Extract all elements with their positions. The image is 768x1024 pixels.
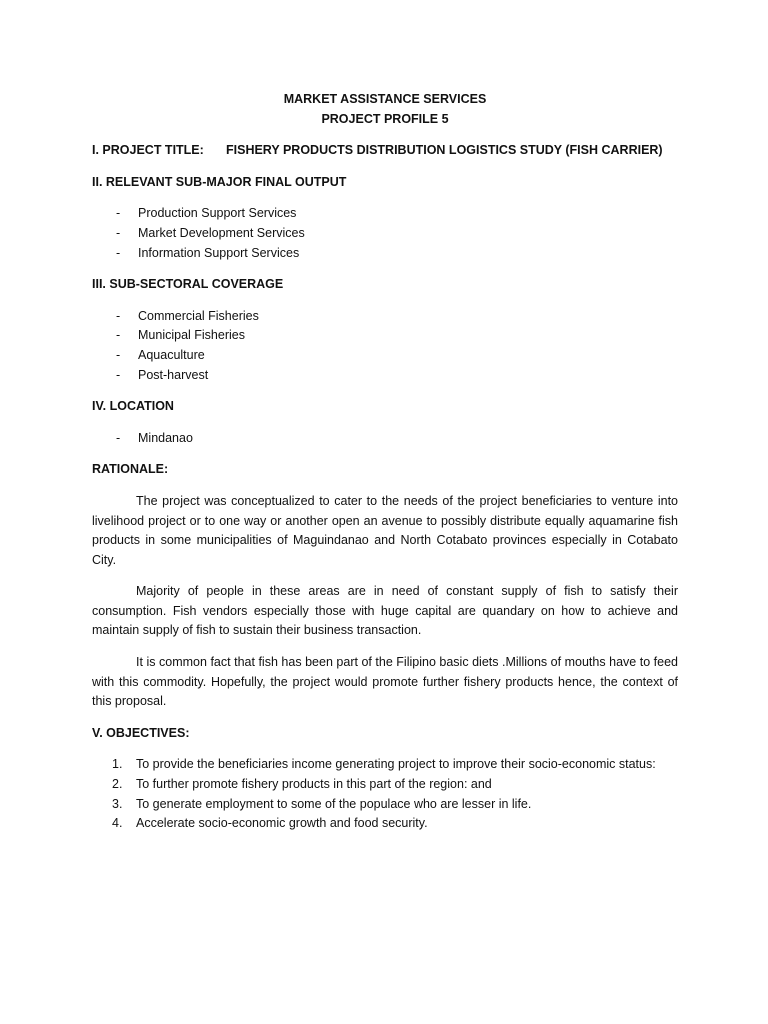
dash-bullet: - bbox=[116, 245, 121, 260]
section-2-heading: II. RELEVANT SUB-MAJOR FINAL OUTPUT bbox=[92, 174, 347, 189]
objectives-heading: V. OBJECTIVES: bbox=[92, 725, 190, 740]
list-item-text: Accelerate socio-economic growth and food security. bbox=[136, 816, 428, 831]
rationale-paragraph-1: The project was conceptualized to cater to the needs of the project beneficiaries to venture into livelihood project or to one way or another open an avenue to possibly distribute equally aquamarine fish products in some municipalities of Maguindanao and North Cotabato provinces especially in Cotabato City. bbox=[92, 493, 678, 567]
list-item-text: To further promote fishery products in this part of the region: and bbox=[136, 777, 492, 792]
list-item-text: To provide the beneficiaries income generating project to improve their socio-economic status: bbox=[136, 757, 656, 772]
dash-bullet: - bbox=[116, 225, 121, 240]
list-item-text: Information Support Services bbox=[138, 245, 300, 260]
section-3-list bbox=[92, 307, 678, 385]
dash-bullet: - bbox=[116, 328, 121, 343]
rationale-paragraph-2: Majority of people in these areas are in need of constant supply of fish to satisfy their consumption. Fish vendors especially those with huge capital are quandary on how to achieve and maintain supply of fish to sustain their business transaction. bbox=[92, 584, 678, 638]
section-2-list bbox=[92, 204, 678, 263]
list-number: 1. bbox=[112, 757, 123, 772]
list-item-text: Commercial Fisheries bbox=[138, 308, 259, 323]
project-title-row bbox=[92, 141, 678, 161]
list-number: 3. bbox=[112, 796, 123, 811]
list-item bbox=[92, 755, 678, 775]
section-3-heading: III. SUB-SECTORAL COVERAGE bbox=[92, 277, 284, 292]
list-item bbox=[92, 224, 678, 244]
section-4-list bbox=[92, 429, 678, 449]
list-item-text: To generate employment to some of the populace who are lesser in life. bbox=[136, 796, 532, 811]
dash-bullet: - bbox=[116, 308, 121, 323]
rationale-paragraph-3: It is common fact that fish has been part of the Filipino basic diets .Millions of mouths have to feed with this commodity. Hopefully, the project would promote further fishery products hence, the context of this proposal. bbox=[92, 655, 678, 709]
rationale-heading: RATIONALE: bbox=[92, 462, 169, 477]
objectives-list bbox=[92, 755, 678, 833]
list-number: 4. bbox=[112, 816, 123, 831]
list-item bbox=[92, 204, 678, 224]
document-body bbox=[92, 90, 678, 834]
dash-bullet: - bbox=[116, 430, 121, 445]
list-item-text: Aquaculture bbox=[138, 347, 205, 362]
list-number: 2. bbox=[112, 777, 123, 792]
list-item bbox=[92, 814, 678, 834]
list-item bbox=[92, 326, 678, 346]
list-item bbox=[92, 244, 678, 264]
list-item bbox=[92, 429, 678, 449]
project-title-label: I. PROJECT TITLE: bbox=[92, 143, 204, 158]
list-item-text: Production Support Services bbox=[138, 206, 297, 221]
list-item-text: Market Development Services bbox=[138, 225, 305, 240]
project-title-value: FISHERY PRODUCTS DISTRIBUTION LOGISTICS STUDY (FISH CARRIER) bbox=[226, 143, 663, 158]
section-4-heading: IV. LOCATION bbox=[92, 399, 174, 414]
list-item-text: Post-harvest bbox=[138, 367, 209, 382]
dash-bullet: - bbox=[116, 367, 121, 382]
dash-bullet: - bbox=[116, 347, 121, 362]
header-line-1: MARKET ASSISTANCE SERVICES bbox=[283, 92, 487, 106]
list-item bbox=[92, 366, 678, 386]
dash-bullet: - bbox=[116, 206, 121, 221]
list-item bbox=[92, 775, 678, 795]
list-item bbox=[92, 346, 678, 366]
list-item bbox=[92, 795, 678, 815]
list-item-text: Municipal Fisheries bbox=[138, 328, 245, 343]
list-item bbox=[92, 307, 678, 327]
list-item-text: Mindanao bbox=[138, 430, 193, 445]
header-line-2: PROJECT PROFILE 5 bbox=[321, 111, 449, 126]
